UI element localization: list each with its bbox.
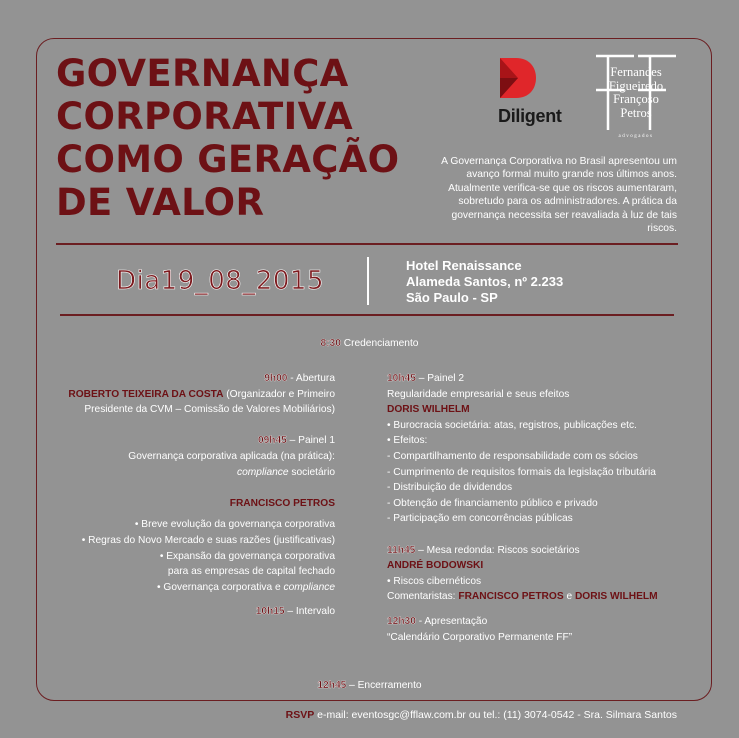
topic-item: • Expansão da governança corporativa: [159, 550, 335, 562]
schedule-painel1: [68, 433, 335, 449]
ff-partner-names: [590, 66, 682, 120]
ff-partner-name: Françoso: [613, 92, 659, 106]
speaker-name: DORIS WILHELM: [387, 404, 470, 416]
divider: [60, 314, 674, 316]
speaker-name: ANDRÉ BODOWSKI: [387, 560, 484, 572]
schedule-time: 12h30: [387, 615, 416, 627]
schedule-time: 12h45: [317, 680, 347, 691]
venue-line: São Paulo - SP: [406, 290, 498, 305]
ff-partner-name: Figueiredo: [608, 78, 664, 93]
speaker-note: (Organizador e Primeiro: [223, 388, 335, 400]
title-line: GOVERNANÇA: [56, 52, 349, 95]
schedule-label: Credenciamento: [340, 338, 419, 349]
schedule-credenciamento: [0, 336, 739, 352]
topic-item: • Burocracia societária: atas, registros, publicações etc.: [387, 419, 637, 431]
schedule-label: – Painel 2: [415, 373, 465, 384]
divider: [56, 243, 678, 245]
ff-partner-name: Fernandes: [610, 65, 662, 79]
commentators-line: Comentaristas: FRANCISCO PETROS e DORIS WILHELM: [387, 591, 658, 603]
schedule-painel2: [387, 371, 658, 387]
vertical-divider: [367, 257, 369, 305]
speaker-name: ROBERTO TEIXEIRA DA COSTA: [68, 388, 224, 400]
painel-description: compliance societário: [237, 466, 335, 478]
schedule-time: 09h45: [257, 435, 287, 447]
intro-paragraph: A Governança Corporativa no Brasil apresentou um avanço formal muito grande nos últimos anos. Atualmente verifica-se que os riscos aumentaram, sobretudo para os administradores. A prática da governança necessita ser reavaliada à luz de tais riscos.: [441, 156, 677, 235]
schedule-intervalo: [68, 604, 335, 620]
title-line: CORPORATIVA: [56, 95, 353, 138]
speaker-note: Presidente da CVM – Comissão de Valores Mobiliários): [84, 404, 335, 416]
topic-item: • Efeitos:: [387, 435, 428, 447]
commentator-name: DORIS WILHELM: [574, 591, 658, 603]
event-venue: [406, 258, 563, 306]
schedule-label: – Mesa redonda: Riscos societários: [415, 544, 580, 556]
topic-item: para as empresas de capital fechado: [167, 566, 335, 578]
schedule-label: - Apresentação: [415, 615, 488, 627]
topic-item: - Compartilhamento de responsabilidade com os sócios: [387, 450, 638, 462]
topic-item: • Breve evolução da governança corporativa: [134, 519, 335, 531]
schedule-right-column: [387, 371, 658, 645]
topic-item: - Obtenção de financiamento público e privado: [387, 497, 598, 509]
topic-item: • Governança corporativa e compliance: [157, 581, 335, 593]
schedule-time: 10h45: [387, 373, 416, 384]
ff-logo: [590, 50, 682, 142]
diligent-mark-icon: [498, 56, 538, 100]
painel-description: Governança corporativa aplicada (na prática):: [128, 450, 335, 462]
commentator-name: FRANCISCO PETROS: [458, 591, 564, 603]
event-title: [56, 52, 399, 224]
speaker-line: [68, 387, 335, 403]
venue-line: Hotel Renaissance: [406, 258, 522, 273]
schedule-time: 8:30: [320, 338, 341, 349]
topic-item: - Cumprimento de requisitos formais da legislação tributária: [387, 466, 656, 478]
event-date: Dia19_08_2015: [116, 266, 325, 296]
schedule-mesa-redonda: [387, 543, 658, 559]
diligent-logo: [498, 56, 578, 126]
topic-item: - Distribuição de dividendos: [387, 482, 513, 494]
schedule-label: - Abertura: [287, 373, 335, 384]
topic-item: - Participação em concorrências públicas: [387, 513, 573, 525]
schedule-time: 11h45: [387, 544, 416, 556]
diligent-name: Diligent: [498, 106, 562, 126]
title-line: COMO GERAÇÃO: [56, 138, 400, 181]
schedule-apresentacao: [387, 614, 658, 630]
painel-description: Regularidade empresarial e seus efeitos: [387, 388, 570, 400]
speaker-name: FRANCISCO PETROS: [229, 497, 335, 509]
schedule-label: – Encerramento: [346, 680, 422, 691]
schedule-encerramento: [0, 678, 739, 694]
topic-item: • Regras do Novo Mercado e suas razões (justificativas): [81, 534, 335, 546]
schedule-abertura: [68, 371, 335, 387]
schedule-time: 10h15: [255, 606, 285, 618]
venue-line: Alameda Santos, nº 2.233: [406, 274, 564, 289]
ff-partner-name: Petros: [620, 105, 652, 120]
title-line: DE VALOR: [56, 181, 265, 224]
rsvp-line: [286, 709, 677, 721]
rsvp-contact: e-mail: eventosgc@fflaw.com.br ou tel.: (11) 3074-0542 - Sra. Silmara Santos: [314, 709, 677, 721]
schedule-label: – Intervalo: [284, 606, 335, 618]
painel-description: “Calendário Corporativo Permanente FF”: [387, 631, 573, 643]
schedule-time: 9h00: [264, 373, 288, 384]
rsvp-label: RSVP: [285, 709, 315, 721]
schedule-left-column: [68, 371, 335, 620]
topic-item: • Riscos cibernéticos: [387, 575, 482, 587]
schedule-label: – Painel 1: [286, 435, 335, 447]
ff-tagline: advogados: [618, 134, 654, 139]
